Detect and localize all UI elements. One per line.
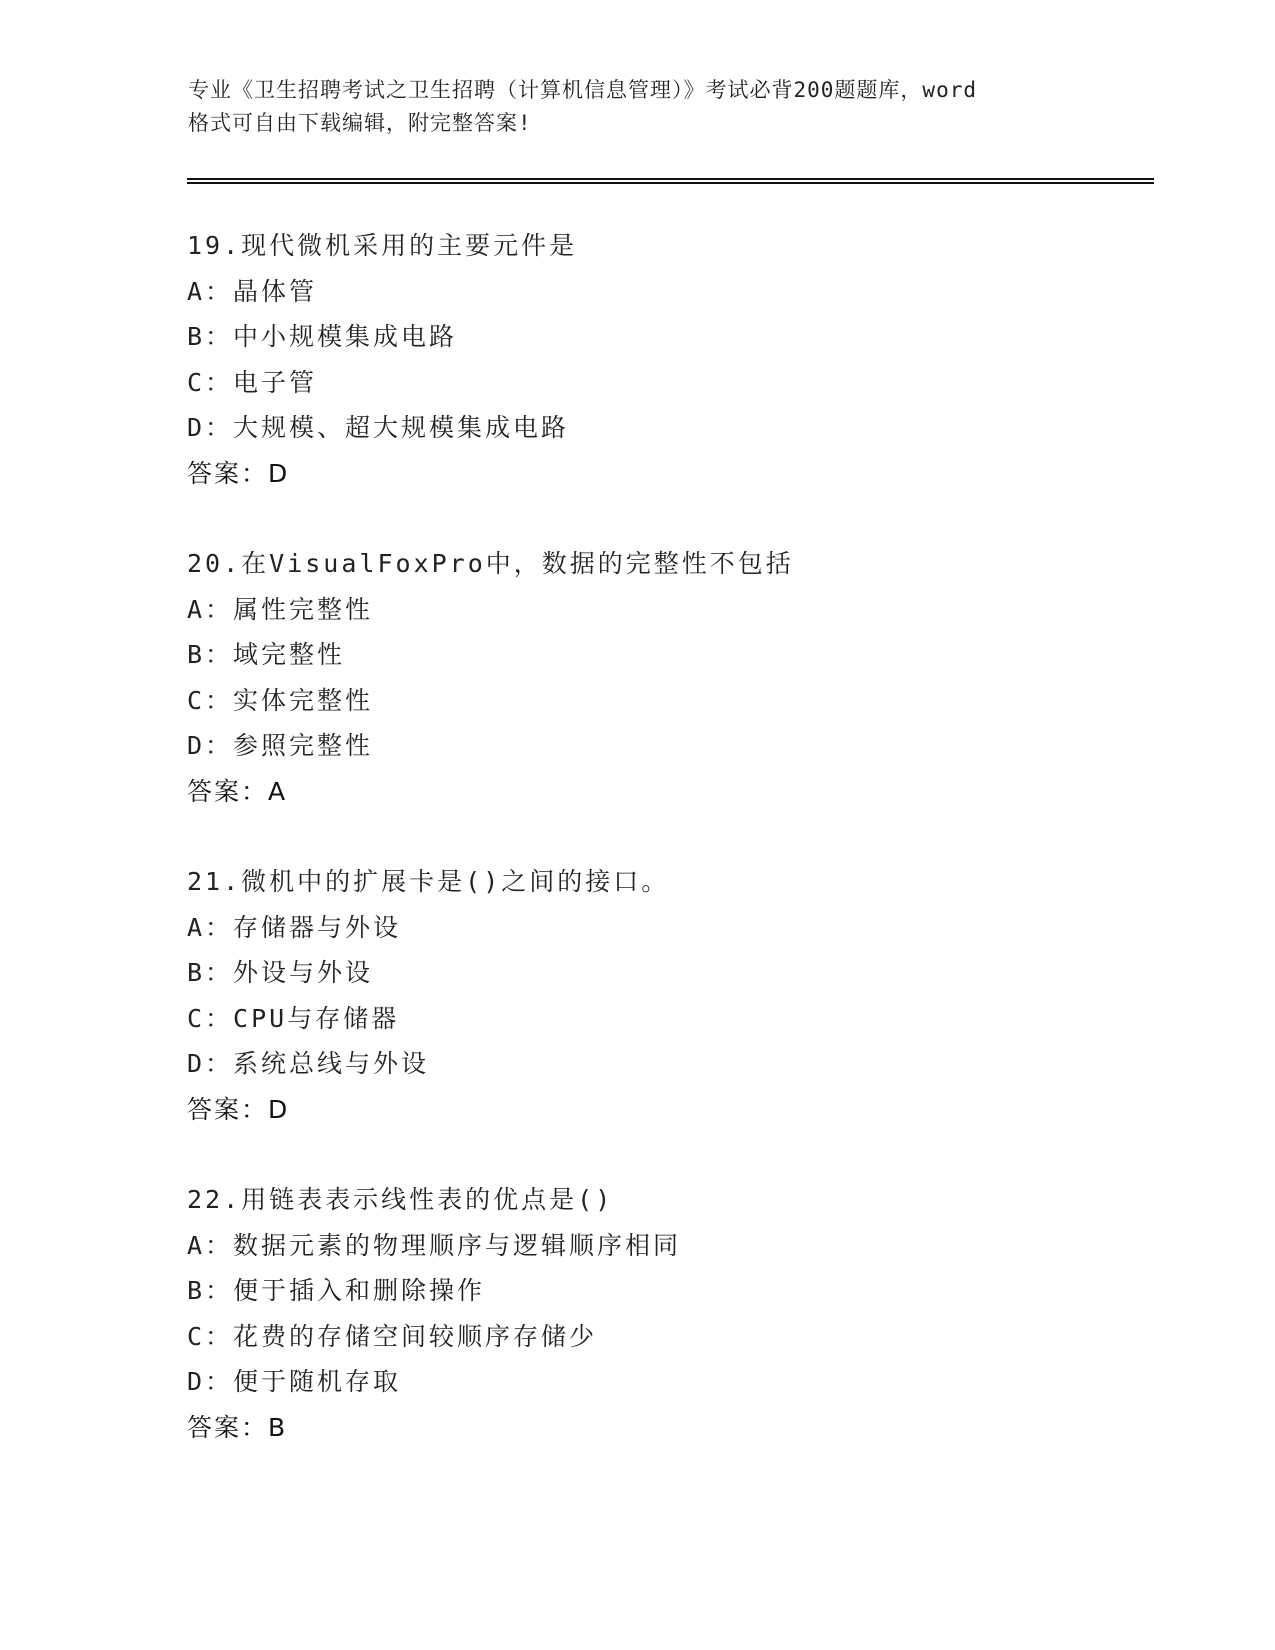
answer-line: 答案：B — [187, 1412, 288, 1442]
option-b: B：域完整性 — [187, 640, 346, 669]
question-22 — [187, 1177, 1137, 1450]
option-a: A：属性完整性 — [187, 594, 374, 624]
option-a: A：晶体管 — [187, 276, 318, 306]
answer-line: 答案：D — [187, 1094, 290, 1124]
answer-line: 答案：D — [187, 458, 290, 488]
answer-line: 答案：A — [187, 776, 288, 806]
header-line-2: 格式可自由下载编辑，附完整答案! — [188, 111, 532, 135]
question-20 — [187, 541, 1137, 814]
option-a: A：数据元素的物理顺序与逻辑顺序相同 — [187, 1230, 682, 1260]
option-d: D：便于随机存取 — [187, 1367, 402, 1396]
document-header — [188, 74, 1088, 140]
question-stem: 22.用链表表示线性表的优点是() — [187, 1185, 614, 1214]
option-c: C：实体完整性 — [187, 685, 374, 715]
option-b: B：外设与外设 — [187, 958, 374, 987]
option-d: D：系统总线与外设 — [187, 1049, 430, 1078]
header-double-rule — [187, 178, 1154, 184]
option-b: B：便于插入和删除操作 — [187, 1276, 486, 1305]
question-stem: 20.在VisualFoxPro中，数据的完整性不包括 — [187, 549, 794, 578]
option-b: B：中小规模集成电路 — [187, 322, 458, 351]
question-19 — [187, 223, 1137, 496]
header-line-1: 专业《卫生招聘考试之卫生招聘（计算机信息管理）》考试必背200题题库，word — [188, 78, 977, 102]
option-d: D：大规模、超大规模集成电路 — [187, 413, 570, 442]
question-21 — [187, 859, 1137, 1132]
option-c: C：花费的存储空间较顺序存储少 — [187, 1321, 598, 1351]
option-d: D：参照完整性 — [187, 731, 374, 760]
option-c: C：CPU与存储器 — [187, 1003, 400, 1033]
option-c: C：电子管 — [187, 367, 318, 397]
question-stem: 21.微机中的扩展卡是()之间的接口。 — [187, 867, 670, 896]
question-stem: 19.现代微机采用的主要元件是 — [187, 231, 578, 260]
option-a: A：存储器与外设 — [187, 912, 402, 942]
